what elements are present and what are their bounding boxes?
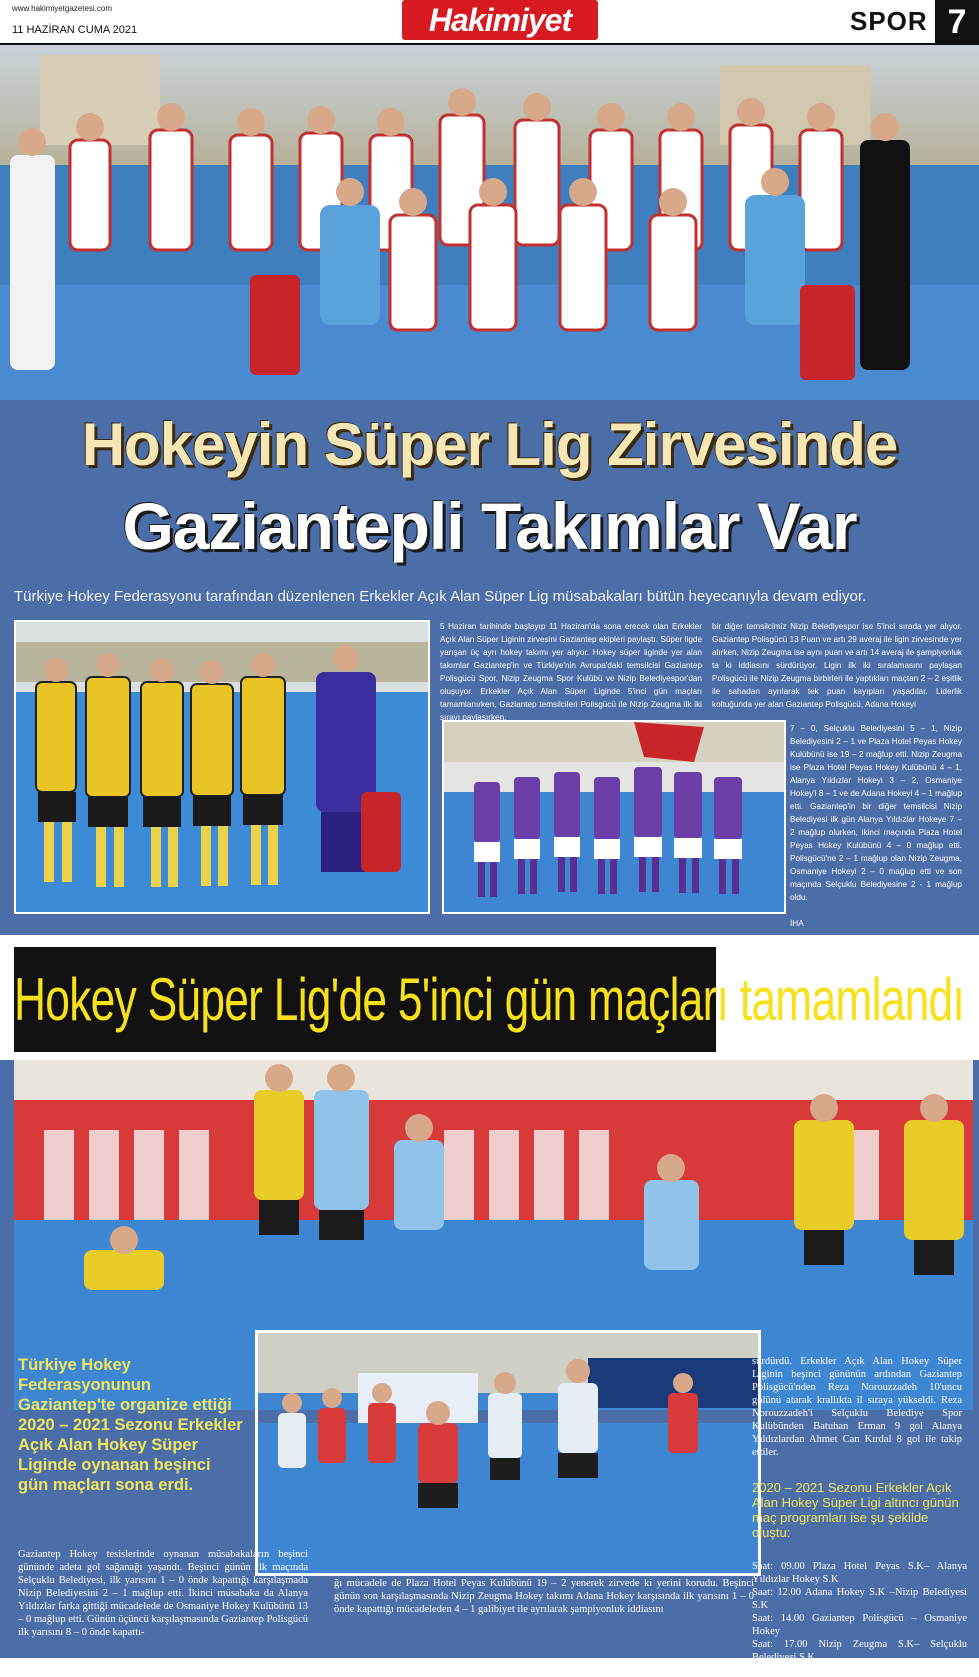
schedule-item: Saat: 17.00 Nizip Zeugma S.K– Selçuklu Belediyesi S.K (752, 1639, 967, 1663)
story1-headline-line1: Hokeyin Süper Lig Zirvesinde (81, 411, 898, 478)
newspaper-logo: Hakimiyet (402, 0, 598, 40)
schedule-item: Saat: 14.00 Gaziantep Polisgücü – Osmaniye Hokey (752, 1613, 967, 1637)
issue-date: 11 HAZİRAN CUMA 2021 (12, 24, 138, 36)
match-inset-photo (255, 1330, 761, 1576)
story1-column-3 (790, 722, 962, 930)
story2-body-column-2: ğı mücadele de Plaza Hotel Peyas Kulübünü 19 – 2 yenerek zirvede ki yerini korudu. Beşinci günün son karşılaşmasında Nizip Zeugma Hokey takımı Adana Hokey karşısında ilk yarısını 1 – 0 önde kapattığı mücadeleden 4 – 1 galibiyet ile ayrılarak şampiyonluk iddiasını (334, 1578, 754, 1615)
team-photo (0, 45, 979, 400)
schedule-list (752, 1560, 967, 1677)
story1-subhead: Türkiye Hokey Federasyonu tarafından düzenlenen Erkekler Açık Alan Süper Lig müsabakaları bütün heyecanıyla devam ediyor. (14, 588, 867, 605)
schedule-heading: 2020 – 2021 Sezonu Erkekler Açık Alan Hokey Süper Ligi altıncı günün maç programları ise şu şekilde oluştu: (752, 1480, 959, 1540)
story2-body-column-1: Gaziantep Hokey tesislerinde oynanan müsabakaların beşinci gününde adeta gol sağanağı yaşandı. Beşinci günün ilk maçında Selçuklu Belediyesi, ilk yarısını 1 – 0 önde kapattığı karşılaşmada Nizip Belediyesini 2 – 1 mağlup etti. İkinci müsabaka da Alanya Yıldızlar farka gittiği mücadelede de Osmaniye Hokey Kulübünü 13 – 0 mağlup etti. Günün üçüncü karşılaşmasında Gaziantep Polisgücü ilk yarısını 8 – 0 önde kapattı- (18, 1549, 308, 1638)
story2-body-column-3: sürdürdü. Erkekler Açık Alan Hokey Süper Liginin beşinci gününün ardından Gaziantep Polisgücü'nden Reza Norouzzadeh 10'uncu golünü atarak krallıkta il sıraya yükseldi. Reza Norouzzadeh'i Selçuklu Belediye Spor Kulübünden Batuhan Erman 9 gol Alanya Yıldızlardan Ahmet Can Kırdal 8 gol ile takip ettiler. (752, 1356, 962, 1458)
byline: HABER MERKEZİ (752, 1665, 837, 1676)
schedule-item: Saat: 09.00 Plaza Hotel Peyas S.K– Alanya Yıldızlar Hokey S.K (752, 1561, 967, 1585)
story1-agency: İHA (790, 919, 804, 928)
story1-column-3-text: 7 – 0, Selçuklu Belediyesini 5 – 1, Nizip Belediyesini 2 – 1 ve Plaza Hotel Peyas Hokey Kulübünü ise 19 – 2 mağlup etti. Nizip Zeugma ise Plaza Hotel Peyas Hokey Kulübünü 4 – 1, Alanya Yıldızlar Hokeyi 3 – 2, Osmaniye Hokey'i 8 – 1 ve de Adana Hokeyi 4 – 1 mağlup etti. Gaziantep'in bir diğer temsilcisi Nizip Belediyesi ilk gün Alanya Yıldızlar Hokeye 7 – 2 mağlup olurken, ikinci maçında Plaza Hotel Peyas Hokey Kulübünü 4 – 0 mağlup etti. Polisgücü'ne 2 – 1 mağlup olan Nizip Zeugma, Osmaniye Hokeyi 2 – 0 mağlup etti ve son maçında Selçuklu Belediyesine 2 - 1 mağlup oldu. (790, 724, 962, 902)
story1-column-2-text: bir diğer temsilcimiz Nizip Belediyespor ise 5'inci sırada yer alıyor. Gaziantep Polisgücü 13 Puan ve artı 29 averaj ile ligin zirvesinde yer alırken, Nizip Zeugma ise aynı puan ve artı 14 averaj ile şampiyonluk ta ki iddiasını sürdürüyor. Ligin ilk iki sıralamasını paylaşan Polisgücü ile Nizip Zeugma birbirleri ile yaptıkları maçtan 2 – 2 eşitlik ile sahadan ayrılarak tek puan kayıpları yaşadılar. Liderlik koltuğunda yer alan Gaziantep Polisgücü, Adana Hokeyi (712, 622, 962, 709)
story1-headline-line2: Gaziantepli Takımlar Var (122, 489, 857, 563)
site-url[interactable]: www.hakimiyetgazetesi.com (12, 4, 113, 13)
purple-team-photo (442, 720, 786, 914)
story2-headline: Hokey Süper Lig'de 5'inci gün maçları tamamlandı (14, 947, 716, 1052)
schedule-item: Saat: 12.00 Adana Hokey S.K –Nizip Belediyesi S.K (752, 1587, 967, 1611)
story2-lead: Türkiye Hokey Federasyonunun Gaziantep'te organize ettiği 2020 – 2021 Sezonu Erkekler Açık Alan Hokey Süper Liginde oynanan beşinci gün maçları sona erdi. (18, 1356, 243, 1494)
story1-column-2 (712, 620, 962, 716)
yellow-team-photo (14, 620, 430, 914)
page-number: 7 (935, 0, 979, 44)
section-label: SPOR (850, 6, 928, 36)
story1-column-1: 5 Haziran tarihinde başlayıp 11 Haziran'da sona erecek olan Erkekler Açık Alan Süper Liginin zirvesini Gaziantep ekipleri paylaştı. Süper ligde yarışan üç ayrı hokey takımı yer alıyor. Hokey süper liginde yer alan takımlar Gaziantep'in ve Türkiye'nin Avrupa'daki temsilcisi Gaziantep Polisgücü Spor, Nizip Zeugma Spor Kulübü ve Nizip Belediyespor'dan oluşuyor. Erkekler Açık Alan Süper Liginde 5'inci gün maçları tamamlanırken, Gaziantep temsilcileri Polisgücü ile Nizip Zeugma ilk iki sırayı paylaşırken, (440, 622, 702, 722)
